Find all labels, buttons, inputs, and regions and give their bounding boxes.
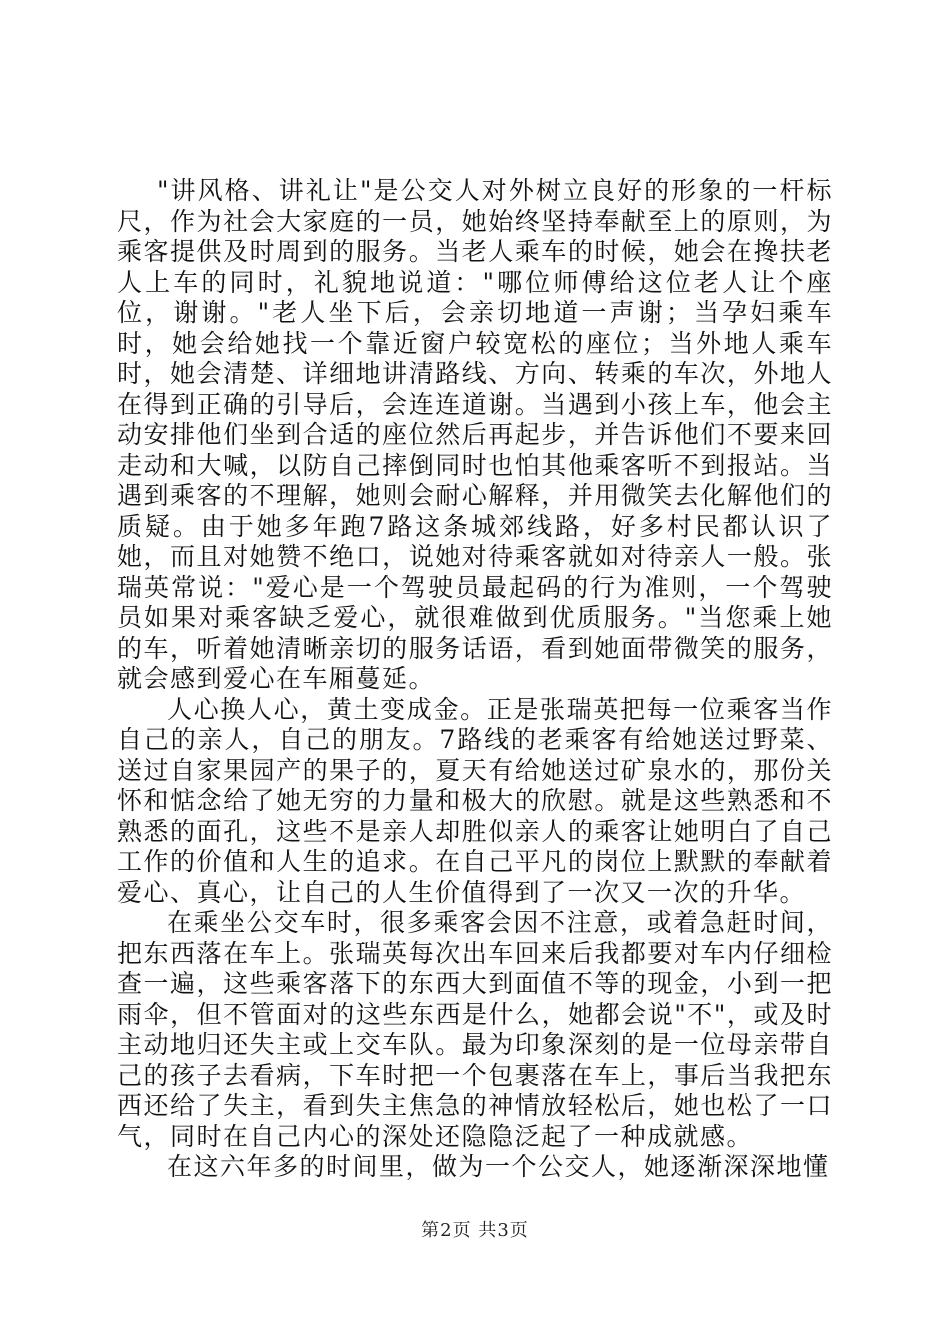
paragraph-lost-items: 在乘坐公交车时，很多乘客会因不注意，或着急赶时间，把东西落在车上。张瑞英每次出车回来后我都要对车内仔细检查一遍，这些乘客落下的东西大到面值不等的现金，小到一把雨伞，但不管面对的这些东西是什么，她都会说"不"，或及时主动地归还失主或上交车队。最为印象深刻的是一位母亲带自己的孩子去看病，下车时把一个包裹落在车上，事后当我把东西还给了失主，看到失主焦急的神情放轻松后，她也松了一口气，同时在自己内心的深处还隐隐泛起了一种成就感。 — [117, 908, 833, 1151]
document-body — [117, 176, 833, 1183]
paragraph-service: "讲风格、讲礼让"是公交人对外树立良好的形象的一杆标尺，作为社会大家庭的一员，她始终坚持奉献至上的原则，为乘客提供及时周到的服务。当老人乘车的时候，她会在搀扶老人上车的同时，礼貌地说道："哪位师傅给这位老人让个座位，谢谢。"老人坐下后，会亲切地道一声谢；当孕妇乘车时，她会给她找一个靠近窗户较宽松的座位；当外地人乘车时，她会清楚、详细地讲清路线、方向、转乘的车次，外地人在得到正确的引导后，会连连道谢。当遇到小孩上车，他会主动安排他们坐到合适的座位然后再起步，并告诉他们不要来回走动和大喊，以防自己摔倒同时也怕其他乘客听不到报站。当遇到乘客的不理解，她则会耐心解释，并用微笑去化解他们的质疑。由于她多年跑7路这条城郊线路，好多村民都认识了她，而且对她赞不绝口，说她对待乘客就如对待亲人一般。张瑞英常说："爱心是一个驾驶员最起码的行为准则，一个驾驶员如果对乘客缺乏爱心，就很难做到优质服务。"当您乘上她的车，听着她清晰亲切的服务话语，看到她面带微笑的服务，就会感到爱心在车厢蔓延。 — [117, 176, 833, 693]
page-number-footer: 第2页 共3页 — [421, 1220, 529, 1241]
paragraph-heart-for-heart: 人心换人心，黄土变成金。正是张瑞英把每一位乘客当作自己的亲人，自己的朋友。7路线的老乘客有给她送过野菜、送过自家果园产的果子的，夏天有给她送过矿泉水的，那份关怀和惦念给了她无穷的力量和极大的欣慰。就是这些熟悉和不熟悉的面孔，这些不是亲人却胜似亲人的乘客让她明白了自己工作的价值和人生的追求。在自己平凡的岗位上默默的奉献着爱心、真心，让自己的人生价值得到了一次又一次的升华。 — [117, 694, 833, 907]
paragraph-six-years: 在这六年多的时间里，做为一个公交人，她逐渐深深地懂 — [167, 1152, 830, 1181]
